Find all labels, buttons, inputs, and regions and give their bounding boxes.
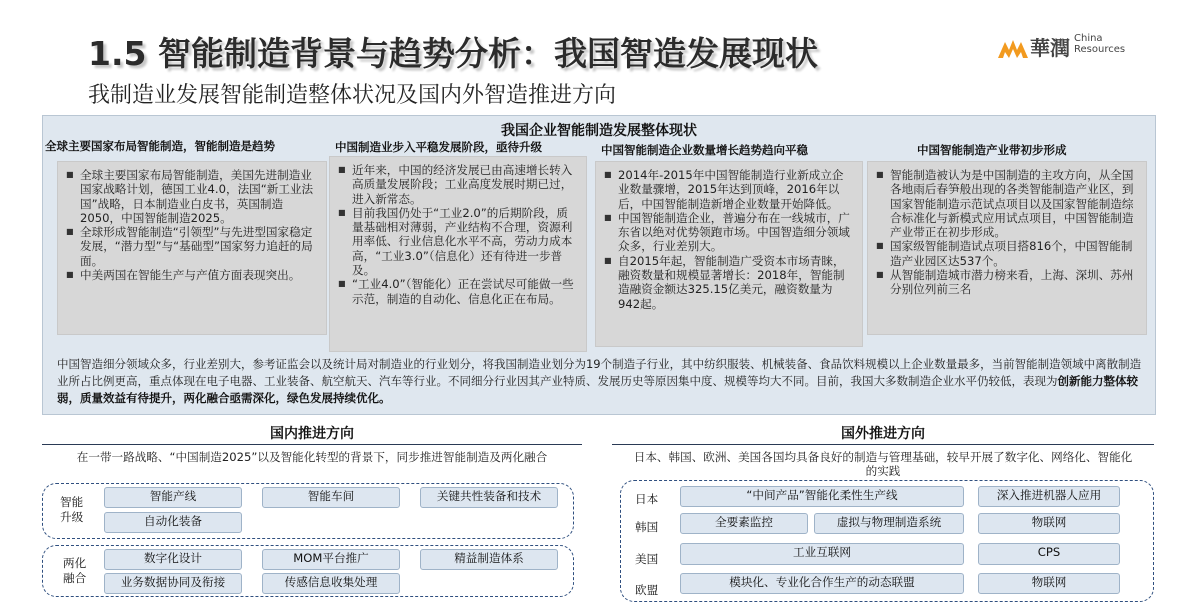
foreign-item: 深入推进机器人应用 [978,486,1120,507]
country-label: 美国 [635,552,659,566]
foreign-item: 物联网 [978,573,1120,594]
page-title: 1.5 智能制造背景与趋势分析：我国智造发展现状 [88,34,818,73]
group-label-smart-upgrade [60,495,83,525]
domestic-item: 智能车间 [262,487,400,508]
column-1-bullet: ■ 全球主要国家布局智能制造，美国先进制造业国家战略计划，德国工业4.0，法国“新工业法国”战略，日本制造业白皮书，英国制造2050，中国智能制造2025。 [66,168,318,225]
column-3-heading: 中国智能制造企业数量增长趋势趋向平稳 [601,143,808,157]
domestic-item: 数字化设计 [104,549,242,570]
column-1-bullet: ■ 中美两国在智能生产与产值方面表现突出。 [66,268,318,282]
foreign-item: 虚拟与物理制造系统 [814,513,964,534]
column-3-box [595,161,863,347]
column-4-heading: 中国智能制造产业带初步形成 [917,143,1067,157]
group-label-integration [63,556,86,586]
column-2-box [329,156,587,352]
overview-summary [57,356,1147,407]
page-subtitle: 我制造业发展智能制造整体状况及国内外智造推进方向 [88,83,617,108]
group-label-line: 两化 [63,556,87,570]
domestic-item: MOM平台推广 [262,549,400,570]
column-3-bullet: ■ 中国智能制造企业，普遍分布在一线城市，广东省以绝对优势领跑市场。中国智造细分领域众多，行业差别大。 [604,211,854,254]
foreign-divider [612,444,1154,445]
column-4-bullet: ■ 智能制造被认为是中国制造的主攻方向，从全国各地雨后春笋般出现的各类智能制造产业区，到国家智能制造示范试点项目以及国家智能制造综合标准化与新模式应用试点项目，中国智能制造产业带正在初步形成。 [876,168,1138,239]
foreign-title: 国外推进方向 [841,426,925,442]
domestic-divider [42,444,582,445]
foreign-item: “中间产品”智能化柔性生产线 [680,486,964,507]
logo-english-line-1: China [1074,33,1103,44]
logo-english-text [1074,33,1125,55]
column-2-bullet: ■ 近年来，中国的经济发展已由高速增长转入高质量发展阶段；工业高度发展时期已过，进入新常态。 [338,163,578,206]
summary-text: 中国智造细分领域众多，行业差别大，参考证监会以及统计局对制造业的行业划分，将我国制造业划分为19个制造子行业，其中纺织服装、机械装备、食品饮料规模以上企业数量最多，当前智能制造领域中离散制造业所占比例更高，重点体现在电子电器、工业装备、航空航天、汽车等行业。不同细分行业因其产业特质、发展历史等原因集中度、规模等均大不同。目前，我国大多数制造企业水平仍较低，表现为 [57,357,1142,388]
foreign-desc: 日本、韩国、欧洲、美国各国均具备良好的制造与管理基础，较早开展了数字化、网络化、智能化的实践 [633,450,1133,478]
domestic-item: 传感信息收集处理 [262,573,400,594]
column-2-heading: 中国制造业步入平稳发展阶段，亟待升级 [335,140,542,154]
summary-bold-text: 创新能力整体较弱，质量效益有待提升，两化融合亟需深化，绿色发展持续优化。 [57,374,1138,405]
domestic-item: 业务数据协同及衔接 [104,573,242,594]
foreign-item: 工业互联网 [680,543,964,565]
column-1-heading: 全球主要国家布局智能制造，智能制造是趋势 [45,139,275,153]
column-3-bullet: ■ 2014年-2015年中国智能制造行业新成立企业数量骤增，2015年达到顶峰，2016年以后，中国智能制造新增企业数量开始降低。 [604,168,854,211]
column-1-box [57,161,327,335]
column-3-bullet: ■ 自2015年起，智能制造广受资本市场青睐，融资数量和规模显著增长：2018年，智能制造融资金额达325.15亿美元，融资数量为942起。 [604,254,854,311]
overview-panel [42,115,1156,415]
foreign-item: 物联网 [978,513,1120,534]
foreign-item: CPS [978,543,1120,565]
overview-title: 我国企业智能制造发展整体现状 [501,123,697,139]
group-label-line: 升级 [60,510,84,524]
foreign-item: 模块化、专业化合作生产的动态联盟 [680,573,964,594]
domestic-item: 自动化装备 [104,512,242,533]
domestic-title: 国内推进方向 [270,426,354,442]
logo-mark-icon [998,34,1028,60]
group-label-line: 融合 [63,571,87,585]
column-2-bullet: ■ 目前我国仍处于“工业2.0”的后期阶段，质量基础相对薄弱，产业结构不合理，资源利用率低、行业信息化水平不高，劳动力成本高，“工业3.0”（信息化）还有待进一步普及。 [338,206,578,277]
logo-english-line-2: Resources [1074,44,1126,55]
domestic-item: 关键共性装备和技术 [420,487,558,508]
country-label: 韩国 [635,520,659,534]
column-1-bullet: ■ 全球形成智能制造“引领型”与先进型国家稳定发展，“潜力型”与“基础型”国家努力追赶的局面。 [66,225,318,268]
column-4-bullet: ■ 国家级智能制造试点项目搭816个，中国智能制造产业园区达537个。 [876,239,1138,268]
logo-chinese-text: 華潤 [1030,36,1070,60]
column-4-bullet: ■ 从智能制造城市潜力榜来看，上海、深圳、苏州分别位列前三名 [876,268,1138,297]
group-label-line: 智能 [60,495,84,509]
china-resources-logo [998,30,1133,64]
country-label: 日本 [635,492,659,506]
domestic-item: 智能产线 [104,487,242,508]
country-label: 欧盟 [635,583,659,597]
foreign-item: 全要素监控 [680,513,808,534]
domestic-item: 精益制造体系 [420,549,558,570]
domestic-desc: 在一带一路战略、“中国制造2025”以及智能化转型的背景下，同步推进智能制造及两化融合 [76,450,548,464]
column-2-bullet: ■ “工业4.0”（智能化）正在尝试尽可能做一些示范，制造的自动化、信息化正在布局。 [338,277,578,306]
column-4-box [867,161,1147,335]
